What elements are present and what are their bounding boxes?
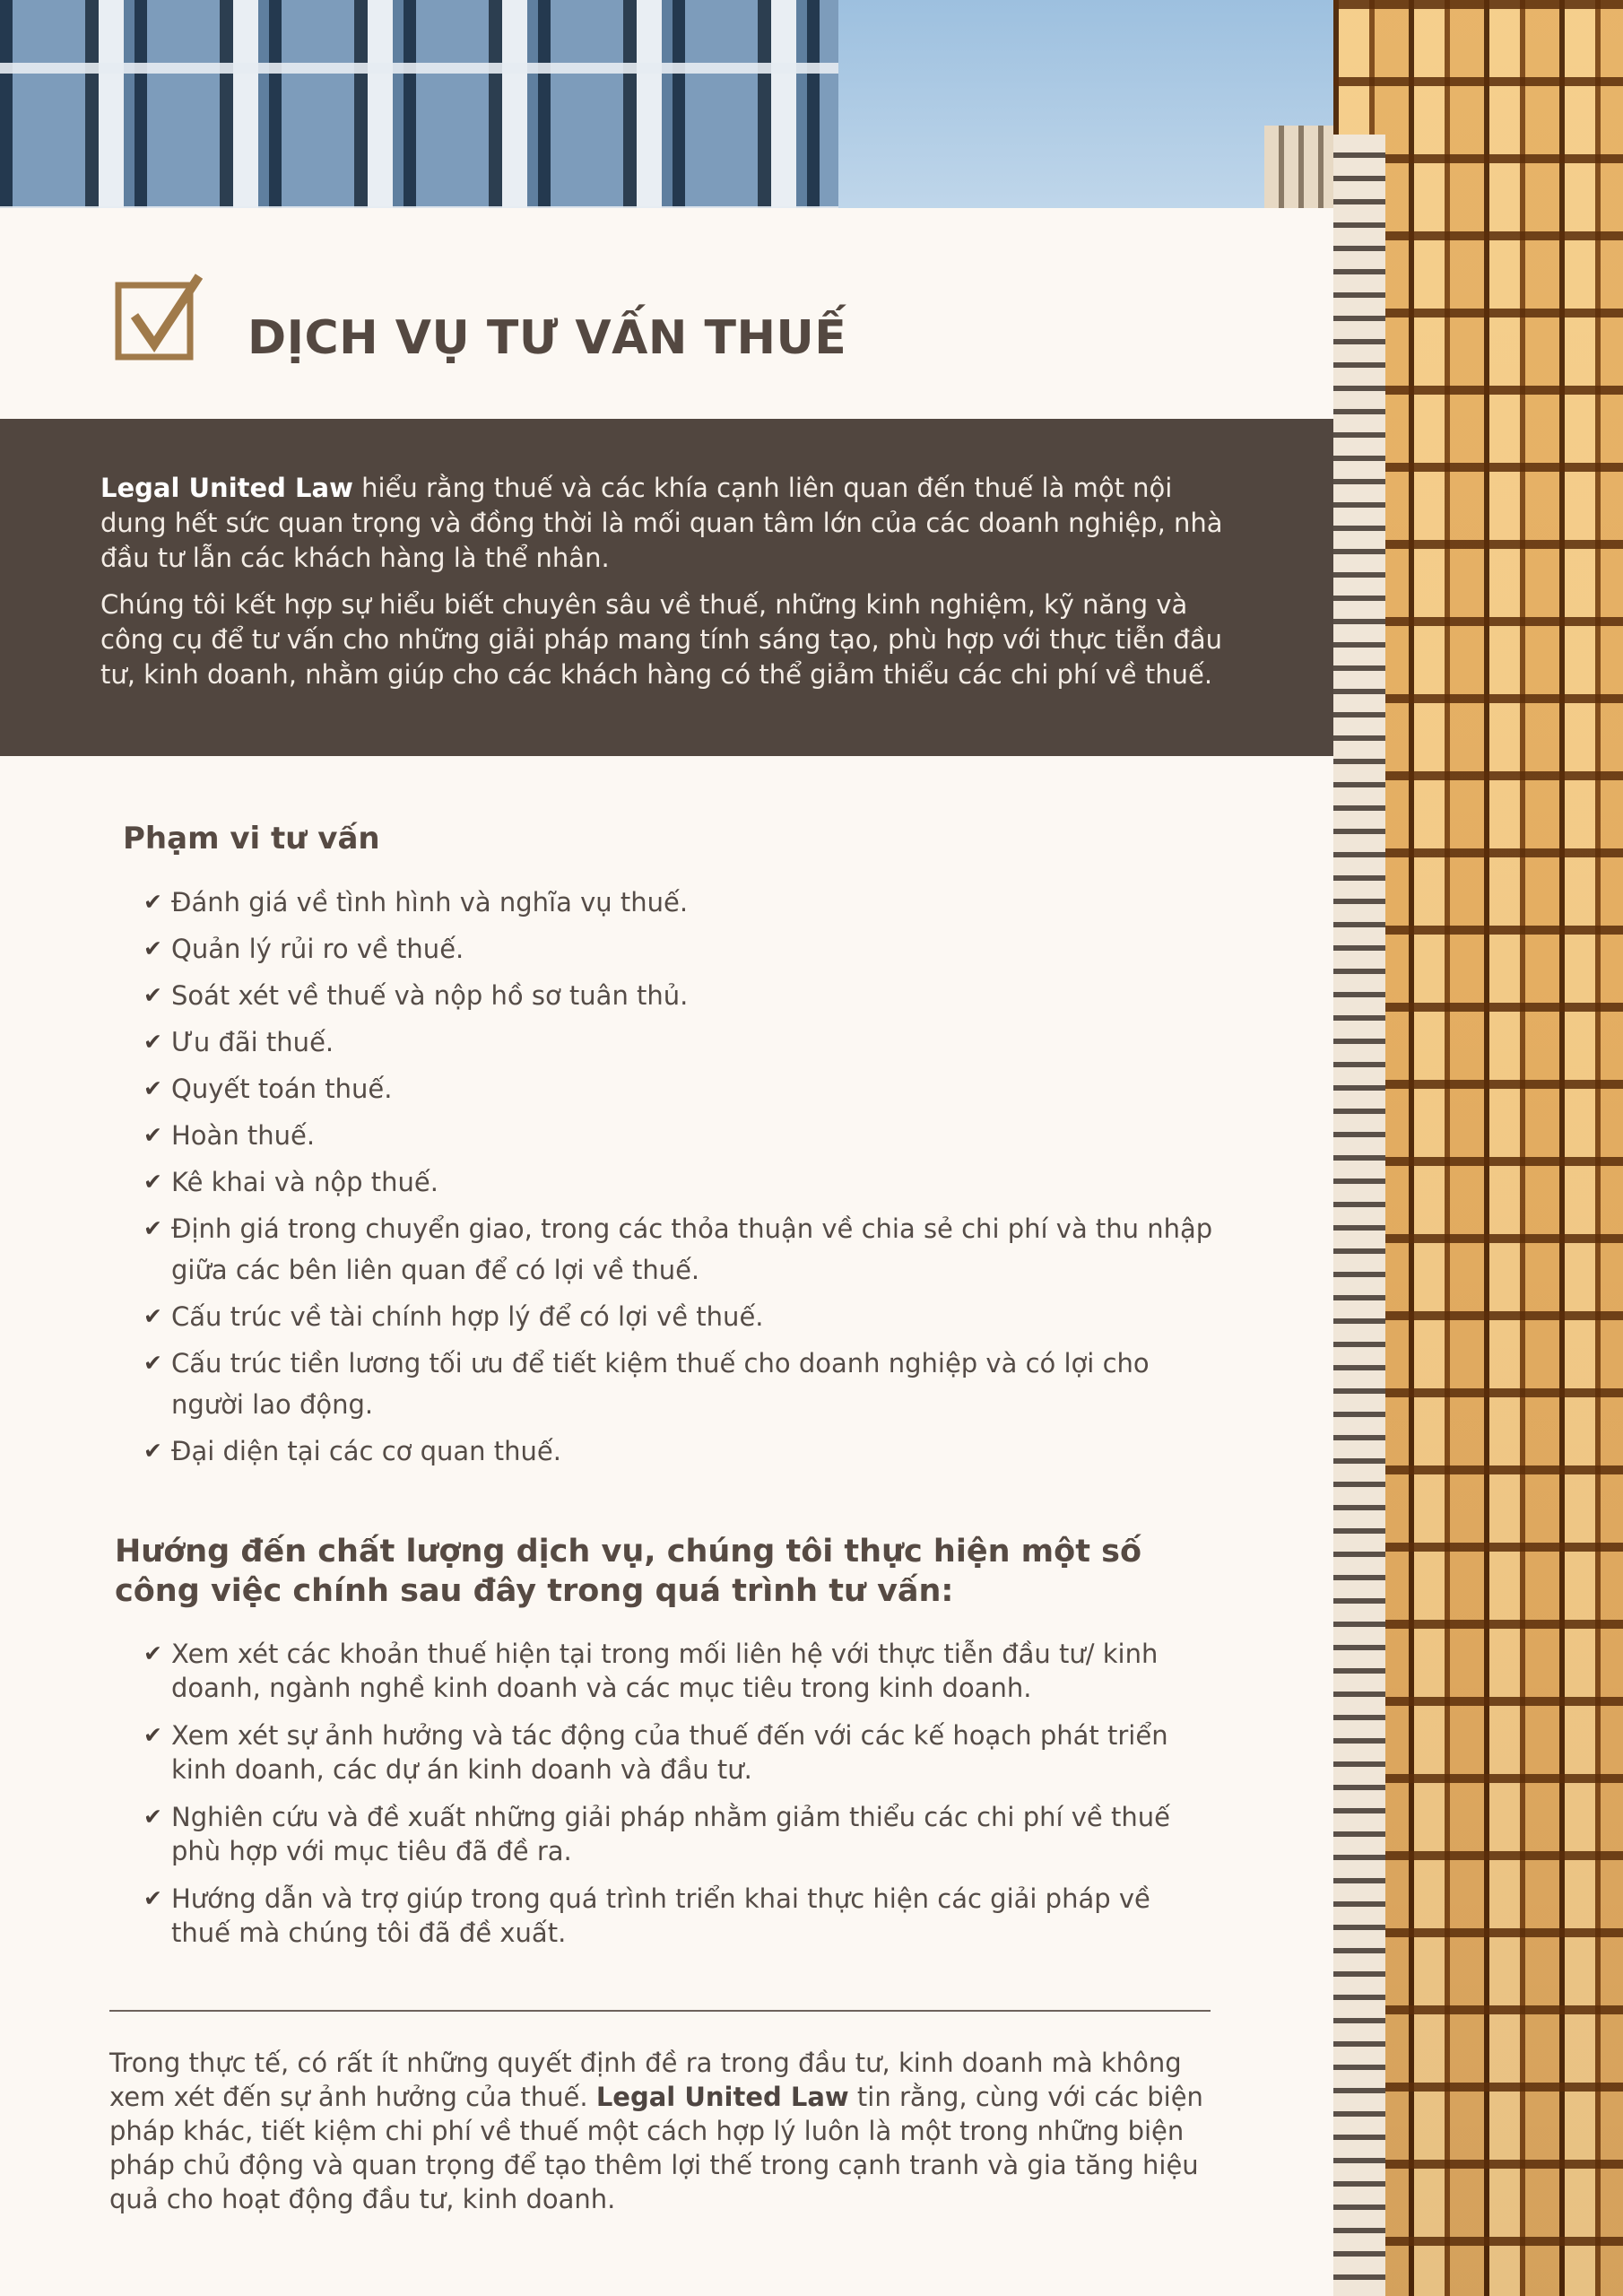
list-item xyxy=(142,1115,1218,1156)
intro-text-1: hiểu rằng thuế và các khía cạnh liên quan đến thuế là một nội dung hết sức quan trọng và đồng thời là mối quan tâm lớn của các doanh nghiệp, nhà đầu tư lẫn các khách hàng là thể nhân. xyxy=(100,473,1223,573)
check-icon: ✔ xyxy=(143,1075,162,1101)
list-item-text: Hướng dẫn và trợ giúp trong quá trình triển khai thực hiện các giải pháp về thuế mà chúng tôi đã đề xuất. xyxy=(171,1883,1150,1948)
check-icon: ✔ xyxy=(143,982,162,1008)
check-icon: ✔ xyxy=(143,1804,162,1830)
brand-name: Legal United Law xyxy=(100,473,353,503)
list-item xyxy=(142,1718,1218,1787)
glass-building-facade xyxy=(0,0,838,208)
list-item xyxy=(142,1800,1218,1868)
closing-text-1: Trong thực tế, có rất ít những quyết định đề ra trong đầu tư, kinh doanh mà không xem xét đến sự ảnh hưởng của thuế. xyxy=(109,2048,1182,2112)
check-icon: ✔ xyxy=(143,1169,162,1195)
closing-text-2: tin rằng, cùng với các biện pháp khác, tiết kiệm chi phí về thuế một cách hợp lý luôn là một trong những biện pháp chủ động và quan trọng để tạo thêm lợi thế trong cạnh tranh và gia tăng hiệu quả cho hoạt động đầu tư, kinh doanh. xyxy=(109,2082,1203,2214)
check-icon: ✔ xyxy=(143,1438,162,1464)
process-heading: Hướng đến chất lượng dịch vụ, chúng tôi thực hiện một số công việc chính sau đây trong quá trình tư vấn: xyxy=(115,1534,1141,1609)
page-title: DỊCH VỤ TƯ VẤN THUẾ xyxy=(247,311,847,365)
list-item-text: Kê khai và nộp thuế. xyxy=(171,1167,438,1197)
list-item-text: Ưu đãi thuế. xyxy=(171,1027,334,1057)
intro-panel xyxy=(0,419,1333,756)
closing-paragraph xyxy=(109,2046,1211,2216)
list-item-text: Quản lý rủi ro về thuế. xyxy=(171,934,464,964)
check-icon: ✔ xyxy=(143,889,162,915)
title-area xyxy=(0,208,1333,419)
scope-heading: Phạm vi tư vấn xyxy=(123,821,380,857)
list-item-text: Hoàn thuế. xyxy=(171,1120,316,1151)
list-item-text: Đại diện tại các cơ quan thuế. xyxy=(171,1436,561,1466)
check-icon: ✔ xyxy=(143,1029,162,1055)
list-item-text: Định giá trong chuyển giao, trong các thỏa thuận về chia sẻ chi phí và thu nhập giữa các bên liên quan để có lợi về thuế. xyxy=(171,1213,1213,1285)
check-icon: ✔ xyxy=(143,1885,162,1911)
list-item-text: Soát xét về thuế và nộp hồ sơ tuân thủ. xyxy=(171,980,689,1011)
check-icon: ✔ xyxy=(143,935,162,961)
checkbox-check-icon xyxy=(115,273,203,361)
list-item xyxy=(142,882,1218,923)
list-item-text: Xem xét sự ảnh hưởng và tác động của thuế đến với các kế hoạch phát triển kinh doanh, các dự án kinh doanh và đầu tư. xyxy=(171,1720,1168,1785)
list-item xyxy=(142,1022,1218,1063)
list-item-text: Nghiên cứu và đề xuất những giải pháp nhằm giảm thiểu các chi phí về thuế phù hợp với mục tiêu đã đề ra. xyxy=(171,1802,1170,1866)
scope-list xyxy=(142,882,1218,1477)
list-item-text: Cấu trúc tiền lương tối ưu để tiết kiệm thuế cho doanh nghiệp và có lợi cho người lao động. xyxy=(171,1348,1150,1420)
check-icon: ✔ xyxy=(143,1122,162,1148)
list-item xyxy=(142,975,1218,1016)
list-item-text: Quyết toán thuế. xyxy=(171,1074,393,1104)
list-item-text: Đánh giá về tình hình và nghĩa vụ thuế. xyxy=(171,887,689,918)
brand-name: Legal United Law xyxy=(595,2082,849,2112)
side-building-photo xyxy=(1333,0,1623,2296)
list-item xyxy=(142,1637,1218,1705)
check-icon: ✔ xyxy=(143,1350,162,1376)
list-item-text: Xem xét các khoản thuế hiện tại trong mối liên hệ với thực tiễn đầu tư/ kinh doanh, ngành nghề kinh doanh và các mục tiêu trong kinh doanh. xyxy=(171,1639,1159,1703)
building-edge-strip xyxy=(1333,135,1385,2296)
list-item xyxy=(142,1343,1218,1425)
list-item xyxy=(142,1882,1218,1950)
intro-paragraph-2: Chúng tôi kết hợp sự hiểu biết chuyên sâu về thuế, những kinh nghiệm, kỹ năng và công cụ để tư vấn cho những giải pháp mang tính sáng tạo, phù hợp với thực tiễn đầu tư, kinh doanh, nhằm giúp cho các khách hàng có thể giảm thiểu các chi phí về thuế. xyxy=(100,589,1223,690)
check-icon: ✔ xyxy=(143,1640,162,1666)
list-item xyxy=(142,1296,1218,1337)
check-icon: ✔ xyxy=(143,1215,162,1241)
process-list xyxy=(142,1637,1218,1963)
list-item-text: Cấu trúc về tài chính hợp lý để có lợi về thuế. xyxy=(171,1301,764,1332)
list-item xyxy=(142,928,1218,970)
divider xyxy=(109,2010,1211,2012)
intro-paragraph-1 xyxy=(100,471,1235,576)
list-item xyxy=(142,1068,1218,1109)
list-item xyxy=(142,1208,1218,1291)
check-icon: ✔ xyxy=(143,1722,162,1748)
list-item xyxy=(142,1161,1218,1203)
check-icon: ✔ xyxy=(143,1303,162,1329)
list-item xyxy=(142,1431,1218,1472)
